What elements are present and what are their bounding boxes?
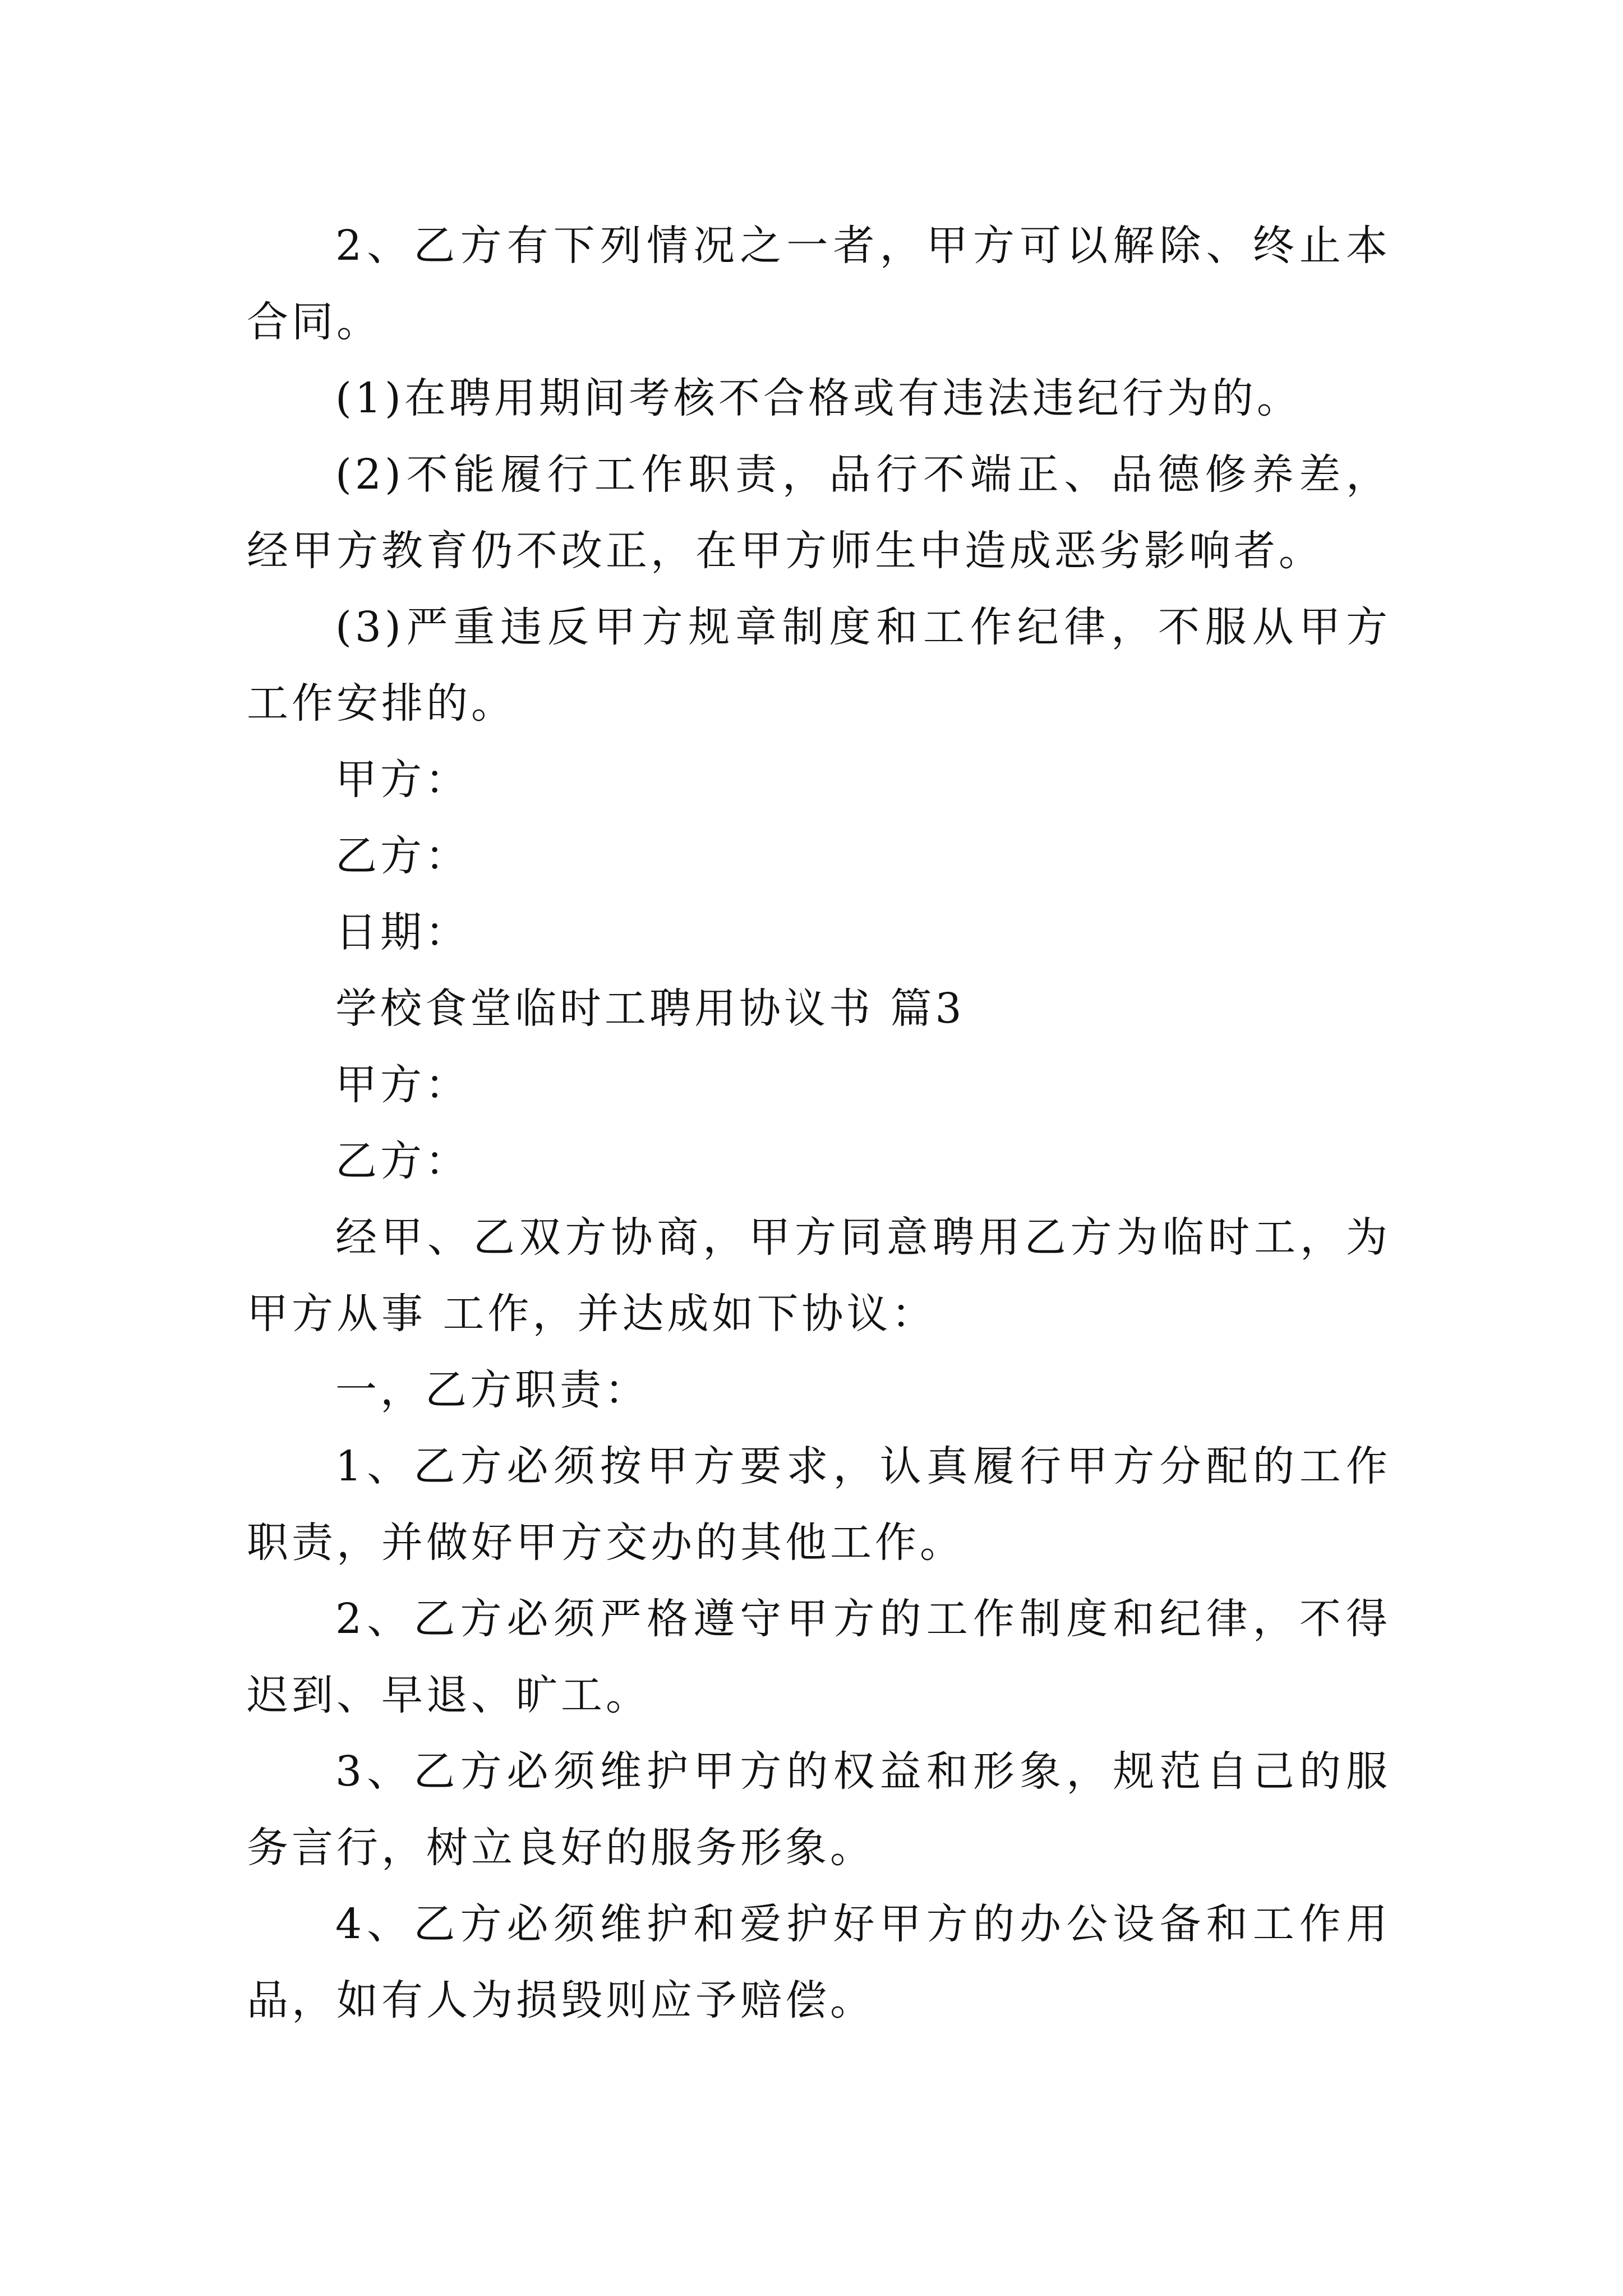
agreement-intro: 经甲、乙双方协商，甲方同意聘用乙方为临时工，为甲方从事 工作，并达成如下协议：: [247, 1213, 1391, 1338]
duty-item-2: 2、乙方必须严格遵守甲方的工作制度和纪律，不得迟到、早退、旷工。: [247, 1595, 1391, 1719]
signature-party-a: 甲方：: [335, 756, 470, 804]
signature-party-b: 乙方：: [335, 832, 470, 880]
duty-item-1: 1、乙方必须按甲方要求，认真履行甲方分配的工作职责，并做好甲方交办的其他工作。: [247, 1442, 1391, 1567]
duty-item-4: 4、乙方必须维护和爱护好甲方的办公设备和工作用品，如有人为损毁则应予赔偿。: [247, 1900, 1391, 2024]
section-title: 学校食堂临时工聘用协议书 篇3: [335, 984, 965, 1033]
duty-item-3: 3、乙方必须维护甲方的权益和形象，规范自己的服务言行，树立良好的服务形象。: [247, 1747, 1391, 1872]
clause-termination: 2、乙方有下列情况之一者，甲方可以解除、终止本合同。: [247, 222, 1391, 346]
duties-heading: 一，乙方职责：: [335, 1366, 649, 1414]
clause-item-1: (1)在聘用期间考核不合格或有违法违纪行为的。: [335, 374, 1302, 422]
party-a-label: 甲方：: [335, 1061, 470, 1109]
clause-item-2: (2)不能履行工作职责，品行不端正、品德修养差，经甲方教育仍不改正，在甲方师生中造成恶劣影响者。: [247, 450, 1391, 575]
party-b-label: 乙方：: [335, 1137, 470, 1185]
clause-item-3: (3)严重违反甲方规章制度和工作纪律，不服从甲方工作安排的。: [247, 603, 1391, 728]
document-body: [247, 208, 1391, 2039]
signature-date: 日期：: [335, 908, 470, 956]
